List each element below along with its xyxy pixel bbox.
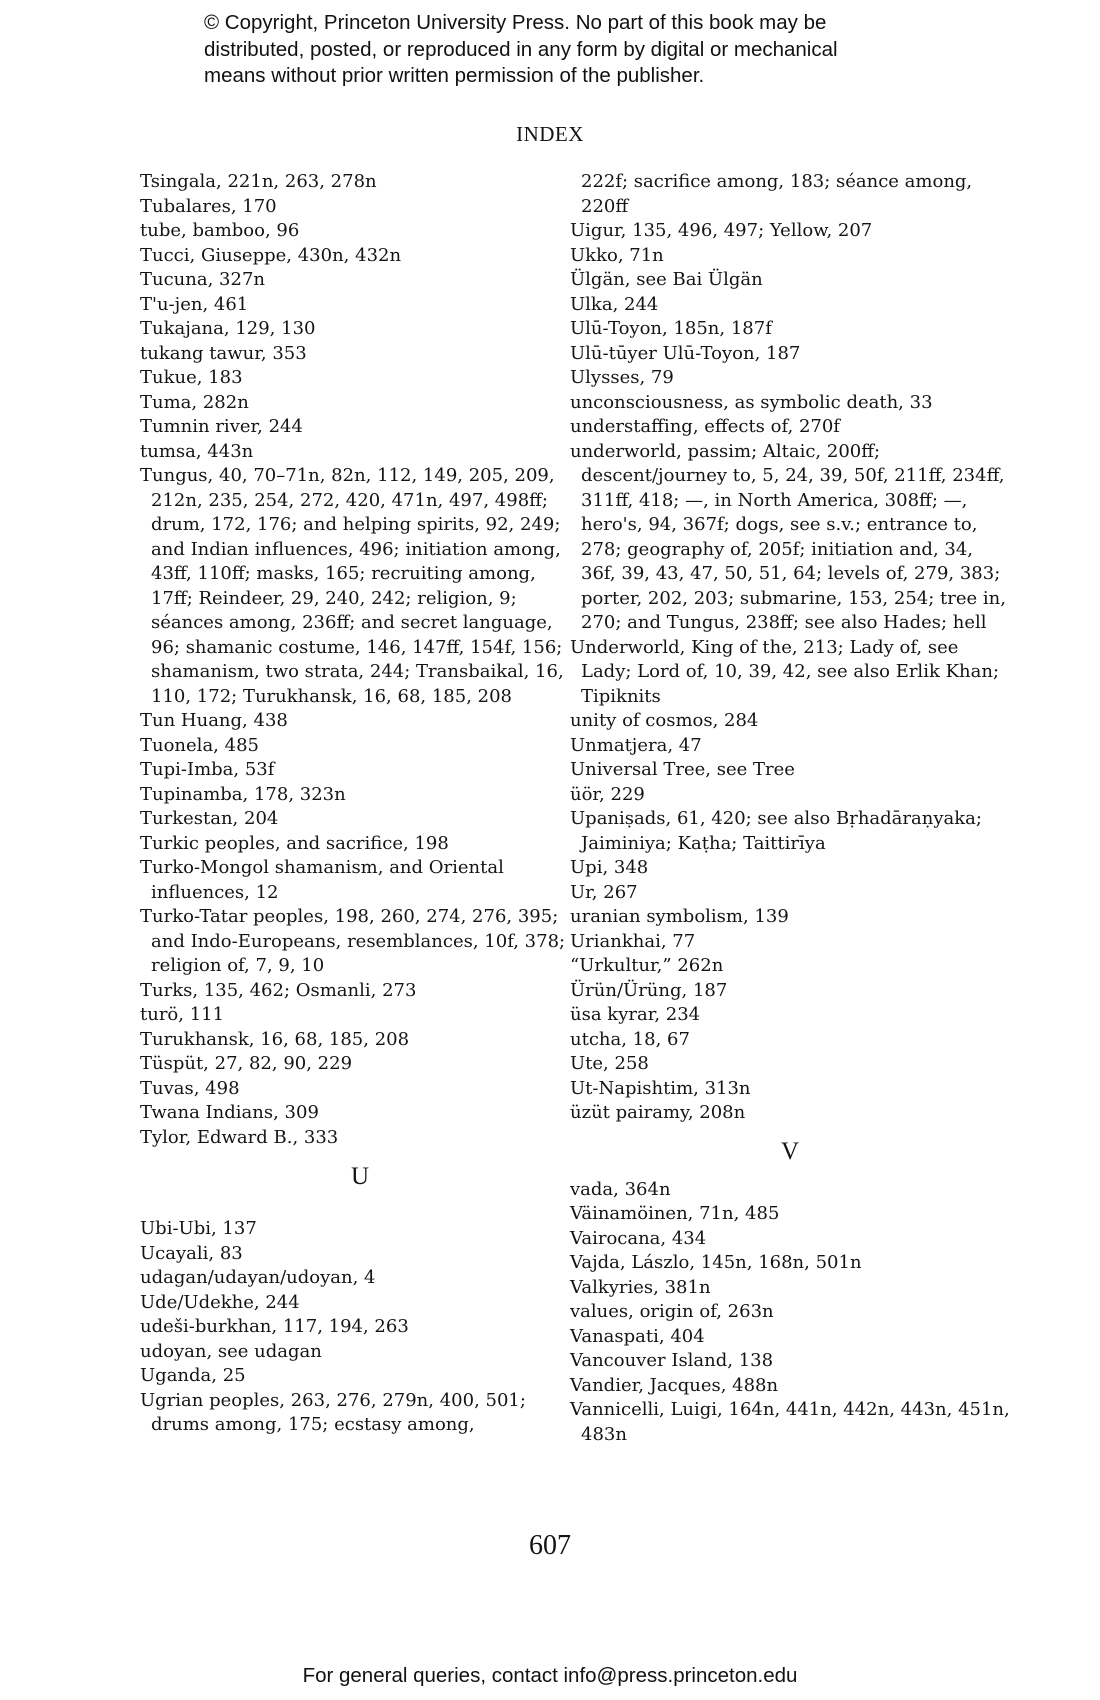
index-entry-continuation: 222f; sacrifice among, 183; séance among, 220ff	[581, 171, 973, 217]
index-entry: unconsciousness, as symbolic death, 33	[570, 391, 933, 413]
index-entry-list	[570, 1178, 1010, 1448]
index-entry: Ubi-Ubi, 137	[140, 1218, 257, 1239]
index-entry: Twana Indians, 309	[140, 1102, 319, 1123]
index-entry: uranian symbolism, 139	[570, 906, 789, 927]
index-entry: Ulka, 244	[570, 293, 659, 315]
index-entry: Ulū-Toyon, 185n, 187f	[570, 318, 772, 339]
index-entry: Vairocana, 434	[570, 1227, 707, 1249]
copyright-notice	[204, 10, 924, 90]
index-entry: underworld, passim; Altaic, 200ff; descent/journey to, 5, 24, 39, 50f, 211ff, 234ff, 311ff, 418; —, in North America, 308ff; —, hero's, 94, 367f; dogs, see s.v.; entrance to, 278; geography of, 205f; initiation and, 34, 36f, 39, 43, 47, 50, 51, 64; levels of, 279, 383; porter, 202, 203; submarine, 153, 254; tree in, 270; and Tungus, 238ff; see also Hades; hell	[570, 440, 1006, 633]
index-entry: Valkyries, 381n	[570, 1276, 711, 1298]
copyright-line: means without prior written permission of the publisher.	[204, 64, 705, 87]
index-entry: Uganda, 25	[140, 1365, 246, 1386]
index-entry: Tucci, Giuseppe, 430n, 432n	[140, 244, 402, 266]
section-letter-u: U	[350, 1163, 370, 1190]
index-entry: Turko-Mongol shamanism, and Oriental influences, 12	[140, 857, 504, 903]
page-title: INDEX	[516, 122, 584, 146]
index-entry: udeši-burkhan, 117, 194, 263	[140, 1316, 409, 1337]
index-entry: Turukhansk, 16, 68, 185, 208	[140, 1028, 410, 1050]
index-entry: Tüspüt, 27, 82, 90, 229	[140, 1053, 353, 1074]
index-entry: Ude/Udekhe, 244	[140, 1291, 300, 1313]
section-letter-v: V	[780, 1137, 800, 1165]
index-entry: Turkic peoples, and sacrifice, 198	[140, 832, 449, 854]
index-entry: Tucuna, 327n	[140, 269, 265, 290]
index-entry: “Urkultur,” 262n	[570, 955, 724, 976]
index-entry: Vandier, Jacques, 488n	[570, 1374, 779, 1396]
index-entry: Vanaspati, 404	[570, 1325, 705, 1347]
index-entry: Ukko, 71n	[570, 244, 664, 266]
index-entry: Upaniṣads, 61, 420; see also Bṛhadāraṇyaka; Jaiminiya; Kaṭha; Taittirīya	[570, 808, 982, 854]
index-entry: Tsingala, 221n, 263, 278n	[140, 171, 377, 192]
index-entry: vada, 364n	[570, 1178, 671, 1200]
index-entry: turö, 111	[140, 1004, 225, 1025]
index-entry-list	[570, 219, 1010, 1126]
index-entry: Uriankhai, 77	[570, 930, 696, 952]
copyright-line: distributed, posted, or reproduced in any form by digital or mechanical	[204, 37, 838, 61]
index-entry: üzüt pairamy, 208n	[570, 1102, 746, 1123]
index-entry: Tupi-Imba, 53f	[140, 759, 275, 780]
index-entry: Tukajana, 129, 130	[140, 318, 316, 339]
index-entry: Underworld, King of the, 213; Lady of, see Lady; Lord of, 10, 39, 42, see also Erlik Khan; Tipiknits	[570, 636, 1000, 707]
index-entry: Turks, 135, 462; Osmanli, 273	[140, 979, 417, 1001]
index-entry: udagan/udayan/udoyan, 4	[140, 1267, 376, 1288]
index-entry: Ürün/Ürüng, 187	[570, 979, 728, 1001]
index-entry: Tun Huang, 438	[140, 710, 288, 731]
index-entry: Tumnin river, 244	[140, 416, 303, 437]
page-number: 607	[529, 1530, 571, 1561]
index-entry: Ucayali, 83	[140, 1242, 243, 1264]
index-entry: Unmatjera, 47	[570, 734, 702, 756]
index-entry: Ugrian peoples, 263, 276, 279n, 400, 501; drums among, 175; ecstasy among,	[140, 1389, 526, 1435]
index-entry: T'u-jen, 461	[140, 293, 249, 315]
index-entry: Turko-Tatar peoples, 198, 260, 274, 276, 395; and Indo-Europeans, resemblances, 10f, 378; religion of, 7, 9, 10	[140, 906, 566, 976]
index-entry: understaffing, effects of, 270f	[570, 416, 840, 437]
index-entry-list	[140, 1217, 580, 1438]
index-entry: Ulū-tūyer Ulū-Toyon, 187	[570, 342, 801, 364]
index-entry: values, origin of, 263n	[570, 1301, 774, 1322]
index-entry: tumsa, 443n	[140, 440, 254, 462]
index-entry: üsa kyrar, 234	[570, 1004, 701, 1025]
index-entry: Vajda, Lászlo, 145n, 168n, 501n	[570, 1252, 862, 1273]
index-entry: Tuma, 282n	[140, 391, 249, 413]
index-entry-list	[140, 170, 580, 1150]
index-entry: tube, bamboo, 96	[140, 220, 300, 241]
index-entry: Ulysses, 79	[570, 367, 674, 388]
index-entry: Ur, 267	[570, 881, 638, 903]
index-entry: Turkestan, 204	[140, 808, 279, 829]
index-entry: Tylor, Edward B., 333	[140, 1126, 339, 1148]
index-entry: Ülgän, see Bai Ülgän	[570, 269, 763, 290]
index-entry: Vannicelli, Luigi, 164n, 441n, 442n, 443n, 451n, 483n	[570, 1399, 1010, 1445]
index-entry: üör, 229	[570, 783, 645, 805]
index-entry: Upi, 348	[570, 857, 649, 878]
index-entry: utcha, 18, 67	[570, 1028, 690, 1050]
index-column-left	[140, 170, 580, 1438]
copyright-line: © Copyright, Princeton University Press. No part of this book may be	[204, 11, 827, 34]
index-entry: Tuonela, 485	[140, 734, 259, 756]
index-entry: Tubalares, 170	[140, 195, 277, 217]
index-entry: Uigur, 135, 496, 497; Yellow, 207	[570, 220, 873, 241]
index-entry: Tupinamba, 178, 323n	[140, 783, 346, 805]
index-column-right	[570, 170, 1010, 1447]
index-entry: tukang tawur, 353	[140, 342, 307, 364]
index-entry: Ute, 258	[570, 1053, 649, 1074]
index-entry: Vancouver Island, 138	[570, 1350, 774, 1371]
index-entry: Universal Tree, see Tree	[570, 759, 795, 780]
index-entry: Tuvas, 498	[140, 1077, 240, 1099]
index-entry: Tukue, 183	[140, 367, 243, 388]
index-entry: unity of cosmos, 284	[570, 710, 759, 731]
index-entry: Tungus, 40, 70–71n, 82n, 112, 149, 205, 209, 212n, 235, 254, 272, 420, 471n, 497, 498ff; drum, 172, 176; and helping spirits, 92, 249; and Indian influences, 496; initiation among, 43ff, 110ff; masks, 165; recruiting among, 17ff; Reindeer, 29, 240, 242; religion, 9; séances among, 236ff; and secret language, 96; shamanic costume, 146, 147ff, 154f, 156; shamanism, two strata, 244; Transbaikal, 16, 110, 172; Turukhansk, 16, 68, 185, 208	[140, 465, 564, 707]
index-entry: Ut-Napishtim, 313n	[570, 1077, 751, 1099]
index-entry: Väinamöinen, 71n, 485	[570, 1203, 780, 1224]
index-entry: udoyan, see udagan	[140, 1340, 322, 1362]
footer-contact: For general queries, contact info@press.princeton.edu	[302, 1664, 798, 1687]
